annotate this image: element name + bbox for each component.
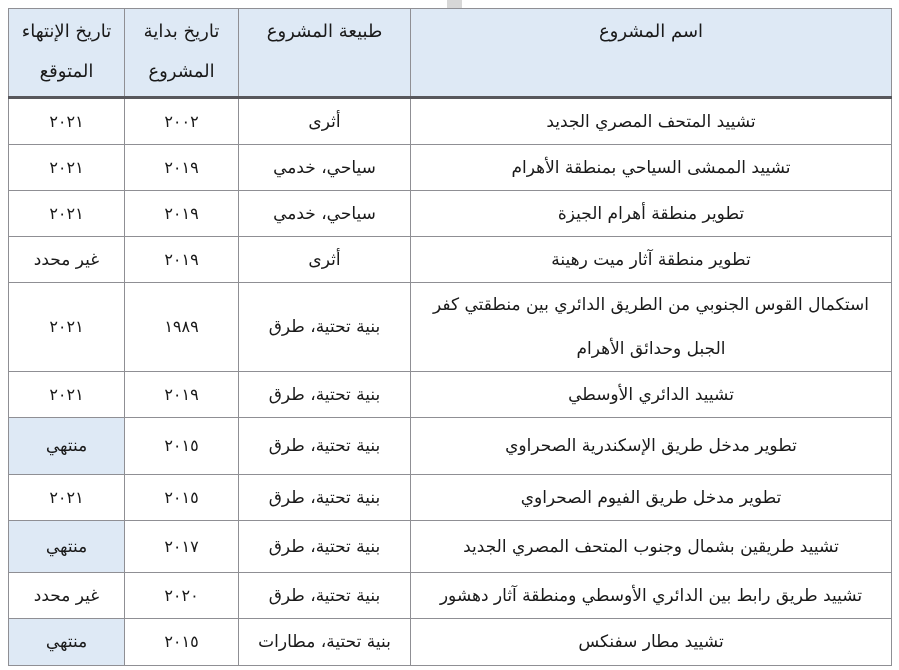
name-cell: تطوير منطقة آثار ميت رهينة [411,237,892,283]
table-body [9,98,892,666]
table-row [9,521,892,573]
start-cell: ٢٠١٥ [125,418,239,475]
table-row [9,372,892,418]
start-cell: ٢٠١٩ [125,237,239,283]
table-row [9,191,892,237]
start-cell: ٢٠١٩ [125,145,239,191]
end-cell: غير محدد [9,573,125,619]
end-cell: منتهي [9,619,125,666]
table-row [9,283,892,372]
end-cell: ٢٠٢١ [9,372,125,418]
end-cell: منتهي [9,521,125,573]
end-cell: منتهي [9,418,125,475]
table-row [9,619,892,666]
nature-cell: بنية تحتية، طرق [239,475,411,521]
name-cell: تشييد الممشى السياحي بمنطقة الأهرام [411,145,892,191]
end-cell: ٢٠٢١ [9,283,125,372]
start-cell: ٢٠١٩ [125,372,239,418]
start-cell: ٢٠١٩ [125,191,239,237]
table-row [9,475,892,521]
end-cell: ٢٠٢١ [9,98,125,145]
projects-table-container [8,8,891,666]
table-row [9,418,892,475]
column-header-name: اسم المشروع [411,9,892,98]
start-cell: ٢٠٠٢ [125,98,239,145]
end-cell: ٢٠٢١ [9,191,125,237]
nature-cell: بنية تحتية، مطارات [239,619,411,666]
name-cell: تطوير مدخل طريق الفيوم الصحراوي [411,475,892,521]
name-cell: تشييد طريقين بشمال وجنوب المتحف المصري الجديد [411,521,892,573]
ruler-marker [447,0,462,8]
end-cell: ٢٠٢١ [9,475,125,521]
name-cell: تطوير منطقة أهرام الجيزة [411,191,892,237]
start-cell: ٢٠١٧ [125,521,239,573]
start-cell: ١٩٨٩ [125,283,239,372]
column-header-start: تاريخ بداية المشروع [125,9,239,98]
column-header-end: تاريخ الإنتهاء المتوقع [9,9,125,98]
nature-cell: بنية تحتية، طرق [239,418,411,475]
nature-cell: سياحي، خدمي [239,145,411,191]
end-cell: ٢٠٢١ [9,145,125,191]
name-cell: استكمال القوس الجنوبي من الطريق الدائري بين منطقتي كفر الجبل وحدائق الأهرام [411,283,892,372]
name-cell: تشييد مطار سفنكس [411,619,892,666]
header-row [9,9,892,98]
nature-cell: سياحي، خدمي [239,191,411,237]
nature-cell: بنية تحتية، طرق [239,372,411,418]
name-cell: تشييد المتحف المصري الجديد [411,98,892,145]
nature-cell: أثرى [239,237,411,283]
start-cell: ٢٠١٥ [125,475,239,521]
nature-cell: بنية تحتية، طرق [239,521,411,573]
nature-cell: أثرى [239,98,411,145]
table-row [9,237,892,283]
start-cell: ٢٠٢٠ [125,573,239,619]
column-header-nature: طبيعة المشروع [239,9,411,98]
name-cell: تشييد الدائري الأوسطي [411,372,892,418]
end-cell: غير محدد [9,237,125,283]
name-cell: تشييد طريق رابط بين الدائري الأوسطي ومنطقة آثار دهشور [411,573,892,619]
nature-cell: بنية تحتية، طرق [239,283,411,372]
table-row [9,573,892,619]
start-cell: ٢٠١٥ [125,619,239,666]
name-cell: تطوير مدخل طريق الإسكندرية الصحراوي [411,418,892,475]
table-row [9,145,892,191]
projects-table [8,8,892,666]
nature-cell: بنية تحتية، طرق [239,573,411,619]
table-row [9,98,892,145]
